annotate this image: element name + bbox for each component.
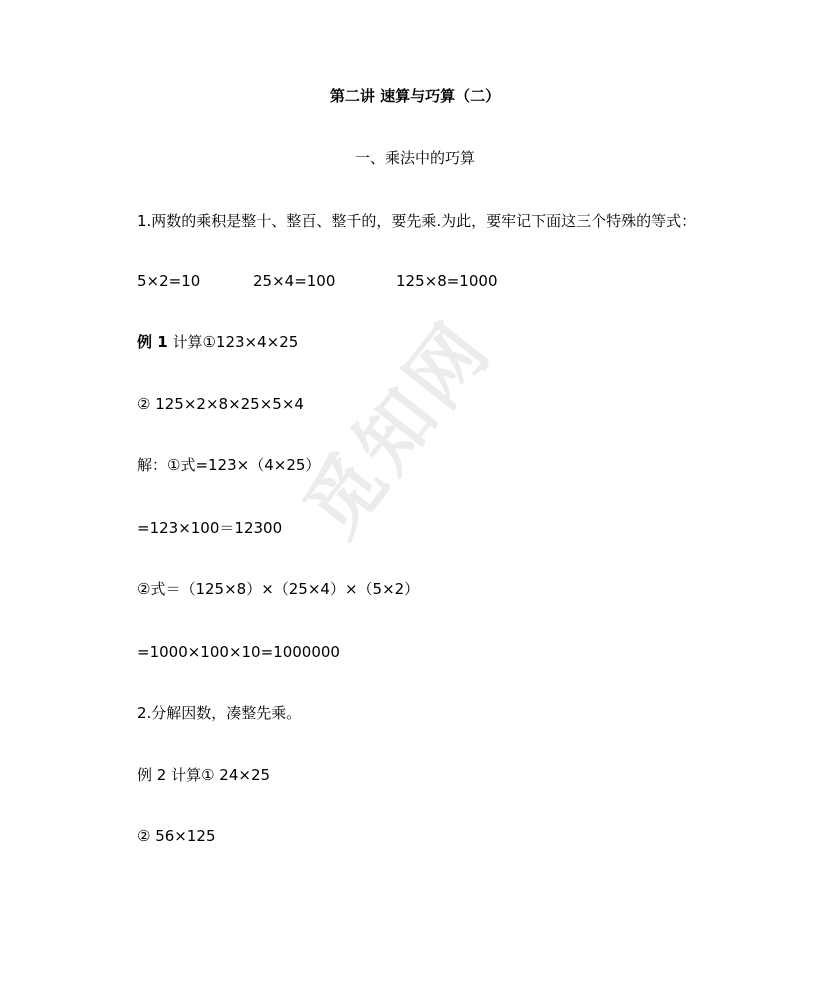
example-1-text: 计算①123×4×25 <box>172 333 299 351</box>
example-2-item-2: ② 56×125 <box>137 827 216 845</box>
equation-3: 125×8=1000 <box>396 272 498 290</box>
watermark: 觅知网 <box>286 303 509 553</box>
solution-line-3: ②式＝（125×8）×（25×4）×（5×2） <box>137 580 420 598</box>
point-2-text: 2.分解因数，凑整先乘。 <box>137 704 302 722</box>
solution-line-2: =123×100＝12300 <box>137 519 283 537</box>
example-1-item-2: ② 125×2×8×25×5×4 <box>137 395 304 413</box>
example-2-text: 例 2 计算① 24×25 <box>137 766 271 784</box>
solution-line-1: 解：①式=123×（4×25） <box>137 456 321 474</box>
equation-2: 25×4=100 <box>253 272 336 290</box>
point-1-text: 1.两数的乘积是整十、整百、整千的，要先乘.为此，要牢记下面这三个特殊的等式： <box>137 212 697 230</box>
section-heading: 一、乘法中的巧算 <box>354 149 475 167</box>
solution-line-4: =1000×100×10=1000000 <box>137 643 340 661</box>
lecture-title: 第二讲 速算与巧算（二） <box>329 87 501 105</box>
example-1-label: 例 1 <box>137 333 168 351</box>
example-1-line <box>137 332 298 352</box>
equation-1: 5×2=10 <box>137 272 201 290</box>
